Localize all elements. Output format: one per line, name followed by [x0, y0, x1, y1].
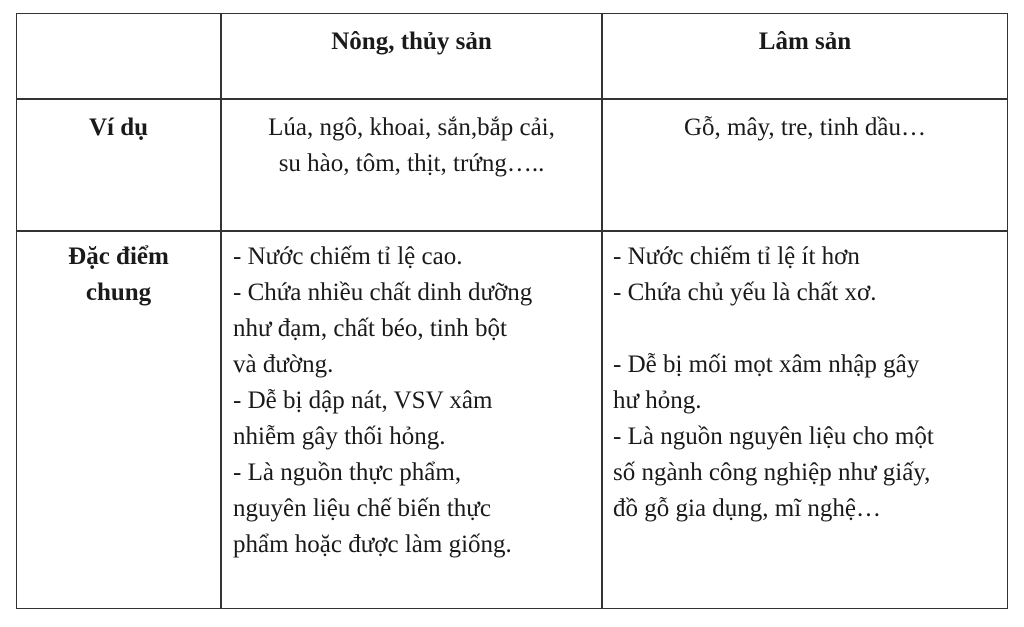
cell-line: Lúa, ngô, khoai, sắn,bắp cải, [268, 114, 555, 141]
cell-line: - Nước chiếm tỉ lệ ít hơn [613, 243, 860, 270]
cell-line: và đường. [233, 351, 334, 378]
cell-line: - Là nguồn nguyên liệu cho một [613, 423, 934, 450]
cell-line-blank [613, 311, 1005, 347]
cell-line: - Là nguồn thực phẩm, [233, 459, 462, 486]
cell-line: - Nước chiếm tỉ lệ cao. [233, 243, 463, 270]
column-divider-1 [220, 14, 222, 608]
row-label-characteristics [17, 239, 220, 311]
row-label-example [17, 110, 220, 146]
cell-line: su hào, tôm, thịt, trứng….. [278, 150, 545, 177]
cell-line: - Dễ bị dập nát, VSV xâm [233, 387, 493, 414]
cell-line: Gỗ, mây, tre, tinh dầu… [683, 114, 927, 141]
cell-line: - Chứa chủ yếu là chất xơ. [613, 279, 877, 306]
cell-line: - Dễ bị mối mọt xâm nhập gây [613, 351, 920, 378]
cell-line: số ngành công nghiệp như giấy, [613, 459, 931, 486]
cell-line: hư hỏng. [613, 387, 702, 414]
row-divider-2 [17, 230, 1007, 232]
row-label-line: Đặc điểm [68, 243, 169, 270]
comparison-table [16, 13, 1008, 609]
cell-line: phẩm hoặc được làm giống. [233, 531, 512, 558]
example-agri-aqua [222, 110, 601, 182]
column-divider-2 [601, 14, 603, 608]
row-divider-1 [17, 98, 1007, 100]
row-label-line: Ví dụ [88, 114, 149, 141]
header-cell-forest: Lâm sản [758, 28, 852, 55]
cell-line: như đạm, chất béo, tinh bột [233, 315, 507, 342]
cell-line: nguyên liệu chế biến thực [233, 495, 491, 522]
characteristics-forest [613, 239, 1005, 527]
header-cell-agri-aqua: Nông, thủy sản [331, 28, 492, 55]
example-forest [603, 110, 1007, 146]
cell-line: nhiễm gây thối hỏng. [233, 423, 446, 450]
cell-line: - Chứa nhiều chất dinh dưỡng [233, 279, 533, 306]
cell-line: đồ gỗ gia dụng, mĩ nghệ… [613, 495, 882, 522]
row-label-line: chung [85, 279, 152, 306]
characteristics-agri-aqua [233, 239, 599, 563]
